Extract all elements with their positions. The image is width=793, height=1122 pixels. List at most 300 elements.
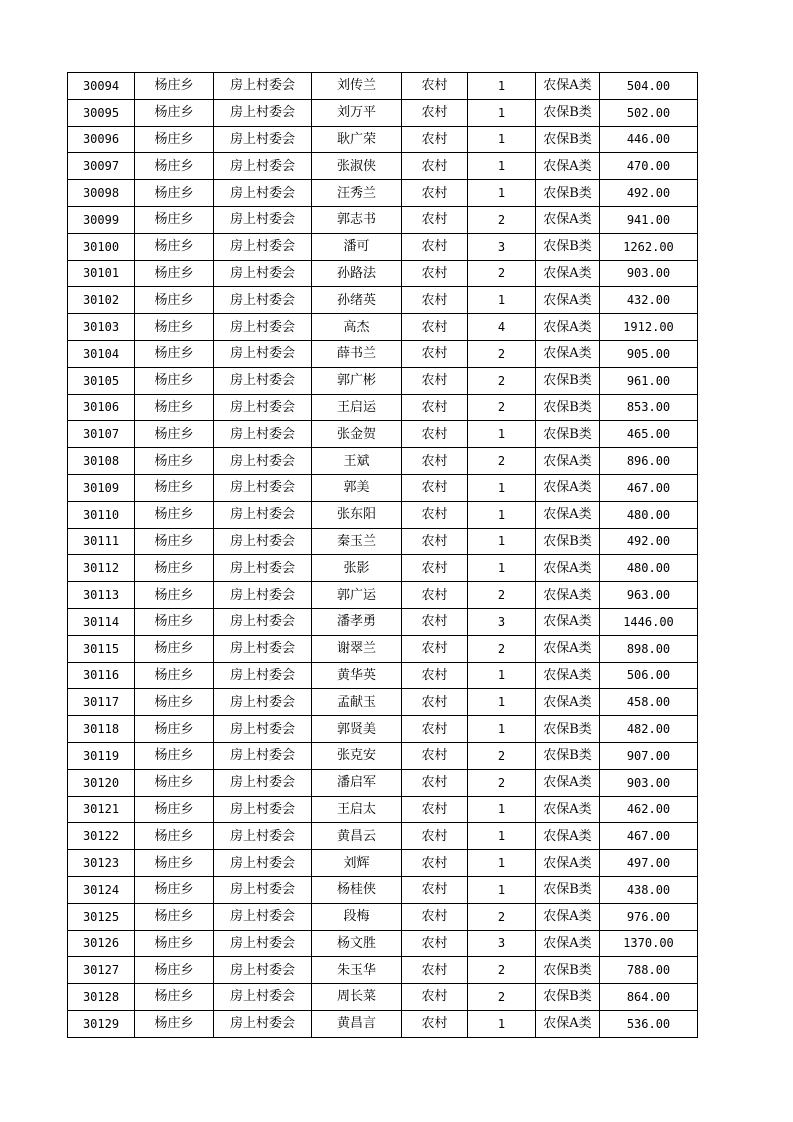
- table-row: [68, 662, 698, 689]
- area-type-cell: 农村: [402, 180, 468, 207]
- table-row: [68, 367, 698, 394]
- amount-cell: 480.00: [600, 501, 698, 528]
- insurance-category-cell: 农保A类: [536, 635, 600, 662]
- resident-name-cell: 黄昌云: [312, 823, 402, 850]
- amount-cell: 905.00: [600, 340, 698, 367]
- record-id-cell: 30107: [68, 421, 135, 448]
- insurance-category-cell: 农保A类: [536, 689, 600, 716]
- area-type-cell: 农村: [402, 367, 468, 394]
- amount-cell: 458.00: [600, 689, 698, 716]
- household-count-cell: 1: [468, 474, 536, 501]
- village-committee-cell: 房上村委会: [214, 769, 312, 796]
- amount-cell: 462.00: [600, 796, 698, 823]
- amount-cell: 941.00: [600, 206, 698, 233]
- township-cell: 杨庄乡: [135, 99, 214, 126]
- resident-name-cell: 刘辉: [312, 850, 402, 877]
- record-id-cell: 30114: [68, 608, 135, 635]
- resident-name-cell: 黄华英: [312, 662, 402, 689]
- table-row: [68, 99, 698, 126]
- insurance-category-cell: 农保A类: [536, 796, 600, 823]
- record-id-cell: 30094: [68, 73, 135, 100]
- record-id-cell: 30116: [68, 662, 135, 689]
- township-cell: 杨庄乡: [135, 180, 214, 207]
- table-row: [68, 1010, 698, 1037]
- resident-name-cell: 刘万平: [312, 99, 402, 126]
- area-type-cell: 农村: [402, 984, 468, 1011]
- township-cell: 杨庄乡: [135, 689, 214, 716]
- record-id-cell: 30105: [68, 367, 135, 394]
- area-type-cell: 农村: [402, 582, 468, 609]
- resident-name-cell: 郭广彬: [312, 367, 402, 394]
- resident-name-cell: 薛书兰: [312, 340, 402, 367]
- table-row: [68, 689, 698, 716]
- amount-cell: 788.00: [600, 957, 698, 984]
- amount-cell: 903.00: [600, 769, 698, 796]
- amount-cell: 898.00: [600, 635, 698, 662]
- resident-name-cell: 段梅: [312, 903, 402, 930]
- insurance-category-cell: 农保B类: [536, 180, 600, 207]
- insurance-category-cell: 农保A类: [536, 850, 600, 877]
- household-count-cell: 2: [468, 742, 536, 769]
- amount-cell: 1370.00: [600, 930, 698, 957]
- table-row: [68, 850, 698, 877]
- table-row: [68, 582, 698, 609]
- resident-name-cell: 孙路法: [312, 260, 402, 287]
- amount-cell: 467.00: [600, 474, 698, 501]
- area-type-cell: 农村: [402, 716, 468, 743]
- amount-cell: 1912.00: [600, 314, 698, 341]
- area-type-cell: 农村: [402, 501, 468, 528]
- resident-name-cell: 朱玉华: [312, 957, 402, 984]
- village-committee-cell: 房上村委会: [214, 903, 312, 930]
- record-id-cell: 30112: [68, 555, 135, 582]
- insurance-category-cell: 农保A类: [536, 582, 600, 609]
- record-id-cell: 30106: [68, 394, 135, 421]
- record-id-cell: 30115: [68, 635, 135, 662]
- table-row: [68, 769, 698, 796]
- household-count-cell: 2: [468, 957, 536, 984]
- amount-cell: 896.00: [600, 448, 698, 475]
- insurance-category-cell: 农保A类: [536, 555, 600, 582]
- household-count-cell: 1: [468, 153, 536, 180]
- village-committee-cell: 房上村委会: [214, 582, 312, 609]
- record-id-cell: 30099: [68, 206, 135, 233]
- record-id-cell: 30097: [68, 153, 135, 180]
- township-cell: 杨庄乡: [135, 260, 214, 287]
- table-row: [68, 903, 698, 930]
- township-cell: 杨庄乡: [135, 340, 214, 367]
- village-committee-cell: 房上村委会: [214, 474, 312, 501]
- record-id-cell: 30127: [68, 957, 135, 984]
- village-committee-cell: 房上村委会: [214, 555, 312, 582]
- resident-name-cell: 秦玉兰: [312, 528, 402, 555]
- township-cell: 杨庄乡: [135, 126, 214, 153]
- village-committee-cell: 房上村委会: [214, 367, 312, 394]
- household-count-cell: 1: [468, 421, 536, 448]
- village-committee-cell: 房上村委会: [214, 662, 312, 689]
- village-committee-cell: 房上村委会: [214, 421, 312, 448]
- area-type-cell: 农村: [402, 260, 468, 287]
- resident-name-cell: 刘传兰: [312, 73, 402, 100]
- amount-cell: 446.00: [600, 126, 698, 153]
- village-committee-cell: 房上村委会: [214, 876, 312, 903]
- amount-cell: 482.00: [600, 716, 698, 743]
- insurance-category-cell: 农保A类: [536, 73, 600, 100]
- insurance-category-cell: 农保B类: [536, 367, 600, 394]
- household-count-cell: 2: [468, 903, 536, 930]
- area-type-cell: 农村: [402, 662, 468, 689]
- table-row: [68, 635, 698, 662]
- area-type-cell: 农村: [402, 421, 468, 448]
- township-cell: 杨庄乡: [135, 796, 214, 823]
- resident-name-cell: 张淑侠: [312, 153, 402, 180]
- township-cell: 杨庄乡: [135, 448, 214, 475]
- record-id-cell: 30121: [68, 796, 135, 823]
- resident-name-cell: 王启太: [312, 796, 402, 823]
- insurance-category-cell: 农保B类: [536, 957, 600, 984]
- record-id-cell: 30119: [68, 742, 135, 769]
- table-row: [68, 474, 698, 501]
- township-cell: 杨庄乡: [135, 153, 214, 180]
- insurance-category-cell: 农保B类: [536, 528, 600, 555]
- village-committee-cell: 房上村委会: [214, 73, 312, 100]
- household-count-cell: 1: [468, 689, 536, 716]
- area-type-cell: 农村: [402, 742, 468, 769]
- township-cell: 杨庄乡: [135, 73, 214, 100]
- area-type-cell: 农村: [402, 474, 468, 501]
- resident-name-cell: 王启运: [312, 394, 402, 421]
- insurance-category-cell: 农保A类: [536, 501, 600, 528]
- resident-name-cell: 谢翠兰: [312, 635, 402, 662]
- township-cell: 杨庄乡: [135, 367, 214, 394]
- record-id-cell: 30123: [68, 850, 135, 877]
- household-count-cell: 3: [468, 930, 536, 957]
- household-count-cell: 1: [468, 555, 536, 582]
- village-committee-cell: 房上村委会: [214, 206, 312, 233]
- village-committee-cell: 房上村委会: [214, 180, 312, 207]
- household-count-cell: 1: [468, 716, 536, 743]
- household-count-cell: 2: [468, 367, 536, 394]
- resident-name-cell: 杨桂侠: [312, 876, 402, 903]
- area-type-cell: 农村: [402, 153, 468, 180]
- insurance-category-cell: 农保A类: [536, 287, 600, 314]
- township-cell: 杨庄乡: [135, 742, 214, 769]
- household-count-cell: 1: [468, 501, 536, 528]
- household-count-cell: 2: [468, 340, 536, 367]
- table-row: [68, 930, 698, 957]
- amount-cell: 853.00: [600, 394, 698, 421]
- village-committee-cell: 房上村委会: [214, 689, 312, 716]
- area-type-cell: 农村: [402, 876, 468, 903]
- record-id-cell: 30118: [68, 716, 135, 743]
- area-type-cell: 农村: [402, 126, 468, 153]
- township-cell: 杨庄乡: [135, 984, 214, 1011]
- area-type-cell: 农村: [402, 233, 468, 260]
- township-cell: 杨庄乡: [135, 876, 214, 903]
- household-count-cell: 1: [468, 180, 536, 207]
- resident-name-cell: 郭广运: [312, 582, 402, 609]
- insurance-category-cell: 农保B类: [536, 394, 600, 421]
- resident-name-cell: 高杰: [312, 314, 402, 341]
- table-row: [68, 153, 698, 180]
- data-sheet: [67, 72, 698, 1038]
- area-type-cell: 农村: [402, 73, 468, 100]
- amount-cell: 903.00: [600, 260, 698, 287]
- amount-cell: 976.00: [600, 903, 698, 930]
- township-cell: 杨庄乡: [135, 662, 214, 689]
- resident-name-cell: 张金贺: [312, 421, 402, 448]
- township-cell: 杨庄乡: [135, 421, 214, 448]
- resident-name-cell: 张克安: [312, 742, 402, 769]
- insurance-category-cell: 农保A类: [536, 608, 600, 635]
- insurance-category-cell: 农保B类: [536, 876, 600, 903]
- table-row: [68, 528, 698, 555]
- insurance-category-cell: 农保A类: [536, 903, 600, 930]
- amount-cell: 536.00: [600, 1010, 698, 1037]
- township-cell: 杨庄乡: [135, 769, 214, 796]
- amount-cell: 1262.00: [600, 233, 698, 260]
- resident-name-cell: 潘可: [312, 233, 402, 260]
- amount-cell: 470.00: [600, 153, 698, 180]
- household-count-cell: 1: [468, 73, 536, 100]
- amount-cell: 492.00: [600, 528, 698, 555]
- record-id-cell: 30100: [68, 233, 135, 260]
- household-count-cell: 2: [468, 984, 536, 1011]
- table-row: [68, 260, 698, 287]
- insurance-category-cell: 农保A类: [536, 206, 600, 233]
- record-id-cell: 30110: [68, 501, 135, 528]
- table-row: [68, 73, 698, 100]
- area-type-cell: 农村: [402, 314, 468, 341]
- insurance-category-cell: 农保B类: [536, 716, 600, 743]
- amount-cell: 497.00: [600, 850, 698, 877]
- village-committee-cell: 房上村委会: [214, 448, 312, 475]
- resident-name-cell: 耿广荣: [312, 126, 402, 153]
- household-count-cell: 1: [468, 796, 536, 823]
- area-type-cell: 农村: [402, 287, 468, 314]
- insurance-category-cell: 农保A类: [536, 314, 600, 341]
- household-count-cell: 3: [468, 608, 536, 635]
- area-type-cell: 农村: [402, 796, 468, 823]
- resident-name-cell: 黄昌言: [312, 1010, 402, 1037]
- township-cell: 杨庄乡: [135, 1010, 214, 1037]
- area-type-cell: 农村: [402, 528, 468, 555]
- township-cell: 杨庄乡: [135, 474, 214, 501]
- household-count-cell: 1: [468, 823, 536, 850]
- township-cell: 杨庄乡: [135, 957, 214, 984]
- area-type-cell: 农村: [402, 99, 468, 126]
- area-type-cell: 农村: [402, 448, 468, 475]
- village-committee-cell: 房上村委会: [214, 528, 312, 555]
- resident-name-cell: 周长菜: [312, 984, 402, 1011]
- amount-cell: 1446.00: [600, 608, 698, 635]
- insurance-category-cell: 农保A类: [536, 340, 600, 367]
- record-id-cell: 30104: [68, 340, 135, 367]
- amount-cell: 502.00: [600, 99, 698, 126]
- record-id-cell: 30102: [68, 287, 135, 314]
- table-row: [68, 314, 698, 341]
- insurance-category-cell: 农保A类: [536, 769, 600, 796]
- insurance-category-cell: 农保B类: [536, 421, 600, 448]
- village-committee-cell: 房上村委会: [214, 1010, 312, 1037]
- insurance-category-cell: 农保B类: [536, 126, 600, 153]
- record-id-cell: 30122: [68, 823, 135, 850]
- village-committee-cell: 房上村委会: [214, 394, 312, 421]
- insurance-category-cell: 农保A类: [536, 474, 600, 501]
- village-committee-cell: 房上村委会: [214, 287, 312, 314]
- amount-cell: 465.00: [600, 421, 698, 448]
- insurance-category-cell: 农保A类: [536, 662, 600, 689]
- area-type-cell: 农村: [402, 635, 468, 662]
- table-row: [68, 876, 698, 903]
- household-count-cell: 1: [468, 126, 536, 153]
- table-row: [68, 957, 698, 984]
- record-id-cell: 30108: [68, 448, 135, 475]
- amount-cell: 480.00: [600, 555, 698, 582]
- household-count-cell: 1: [468, 287, 536, 314]
- resident-name-cell: 郭美: [312, 474, 402, 501]
- record-id-cell: 30098: [68, 180, 135, 207]
- village-committee-cell: 房上村委会: [214, 340, 312, 367]
- table-row: [68, 984, 698, 1011]
- village-committee-cell: 房上村委会: [214, 716, 312, 743]
- household-count-cell: 2: [468, 769, 536, 796]
- amount-cell: 492.00: [600, 180, 698, 207]
- area-type-cell: 农村: [402, 823, 468, 850]
- household-count-cell: 4: [468, 314, 536, 341]
- household-count-cell: 1: [468, 662, 536, 689]
- village-committee-cell: 房上村委会: [214, 260, 312, 287]
- township-cell: 杨庄乡: [135, 930, 214, 957]
- table-row: [68, 555, 698, 582]
- amount-cell: 467.00: [600, 823, 698, 850]
- village-committee-cell: 房上村委会: [214, 608, 312, 635]
- table-row: [68, 233, 698, 260]
- village-committee-cell: 房上村委会: [214, 233, 312, 260]
- insurance-category-cell: 农保B类: [536, 99, 600, 126]
- household-count-cell: 2: [468, 582, 536, 609]
- resident-name-cell: 孙绪英: [312, 287, 402, 314]
- record-id-cell: 30124: [68, 876, 135, 903]
- record-id-cell: 30126: [68, 930, 135, 957]
- village-committee-cell: 房上村委会: [214, 823, 312, 850]
- township-cell: 杨庄乡: [135, 608, 214, 635]
- amount-cell: 961.00: [600, 367, 698, 394]
- table-row: [68, 126, 698, 153]
- village-committee-cell: 房上村委会: [214, 126, 312, 153]
- household-count-cell: 2: [468, 394, 536, 421]
- record-id-cell: 30095: [68, 99, 135, 126]
- resident-name-cell: 王斌: [312, 448, 402, 475]
- record-id-cell: 30096: [68, 126, 135, 153]
- table-row: [68, 206, 698, 233]
- area-type-cell: 农村: [402, 1010, 468, 1037]
- resident-name-cell: 张东阳: [312, 501, 402, 528]
- table-row: [68, 340, 698, 367]
- area-type-cell: 农村: [402, 930, 468, 957]
- record-id-cell: 30125: [68, 903, 135, 930]
- township-cell: 杨庄乡: [135, 903, 214, 930]
- household-count-cell: 2: [468, 635, 536, 662]
- amount-cell: 438.00: [600, 876, 698, 903]
- household-count-cell: 1: [468, 1010, 536, 1037]
- table-row: [68, 742, 698, 769]
- amount-cell: 432.00: [600, 287, 698, 314]
- township-cell: 杨庄乡: [135, 582, 214, 609]
- township-cell: 杨庄乡: [135, 394, 214, 421]
- township-cell: 杨庄乡: [135, 528, 214, 555]
- township-cell: 杨庄乡: [135, 314, 214, 341]
- household-count-cell: 2: [468, 206, 536, 233]
- resident-name-cell: 张影: [312, 555, 402, 582]
- record-id-cell: 30129: [68, 1010, 135, 1037]
- insurance-category-cell: 农保A类: [536, 448, 600, 475]
- household-count-cell: 1: [468, 528, 536, 555]
- township-cell: 杨庄乡: [135, 233, 214, 260]
- village-committee-cell: 房上村委会: [214, 742, 312, 769]
- amount-cell: 504.00: [600, 73, 698, 100]
- township-cell: 杨庄乡: [135, 716, 214, 743]
- record-id-cell: 30128: [68, 984, 135, 1011]
- household-count-cell: 1: [468, 850, 536, 877]
- table-row: [68, 287, 698, 314]
- village-committee-cell: 房上村委会: [214, 796, 312, 823]
- resident-name-cell: 汪秀兰: [312, 180, 402, 207]
- insurance-category-cell: 农保A类: [536, 260, 600, 287]
- township-cell: 杨庄乡: [135, 287, 214, 314]
- village-committee-cell: 房上村委会: [214, 850, 312, 877]
- household-count-cell: 3: [468, 233, 536, 260]
- area-type-cell: 农村: [402, 340, 468, 367]
- area-type-cell: 农村: [402, 206, 468, 233]
- area-type-cell: 农村: [402, 850, 468, 877]
- table-row: [68, 180, 698, 207]
- table-row: [68, 448, 698, 475]
- insurance-category-cell: 农保B类: [536, 984, 600, 1011]
- village-committee-cell: 房上村委会: [214, 984, 312, 1011]
- record-id-cell: 30120: [68, 769, 135, 796]
- insurance-category-cell: 农保A类: [536, 153, 600, 180]
- household-count-cell: 2: [468, 260, 536, 287]
- amount-cell: 864.00: [600, 984, 698, 1011]
- village-committee-cell: 房上村委会: [214, 501, 312, 528]
- insurance-category-cell: 农保A类: [536, 1010, 600, 1037]
- table-row: [68, 716, 698, 743]
- record-id-cell: 30117: [68, 689, 135, 716]
- resident-name-cell: 杨文胜: [312, 930, 402, 957]
- household-count-cell: 2: [468, 448, 536, 475]
- area-type-cell: 农村: [402, 957, 468, 984]
- township-cell: 杨庄乡: [135, 635, 214, 662]
- township-cell: 杨庄乡: [135, 206, 214, 233]
- amount-cell: 907.00: [600, 742, 698, 769]
- area-type-cell: 农村: [402, 689, 468, 716]
- resident-name-cell: 潘启军: [312, 769, 402, 796]
- area-type-cell: 农村: [402, 555, 468, 582]
- area-type-cell: 农村: [402, 394, 468, 421]
- resident-name-cell: 孟献玉: [312, 689, 402, 716]
- table-row: [68, 823, 698, 850]
- table-row: [68, 796, 698, 823]
- table-row: [68, 421, 698, 448]
- amount-cell: 506.00: [600, 662, 698, 689]
- insurance-category-cell: 农保A类: [536, 930, 600, 957]
- amount-cell: 963.00: [600, 582, 698, 609]
- household-count-cell: 1: [468, 876, 536, 903]
- village-committee-cell: 房上村委会: [214, 314, 312, 341]
- record-id-cell: 30101: [68, 260, 135, 287]
- village-committee-cell: 房上村委会: [214, 957, 312, 984]
